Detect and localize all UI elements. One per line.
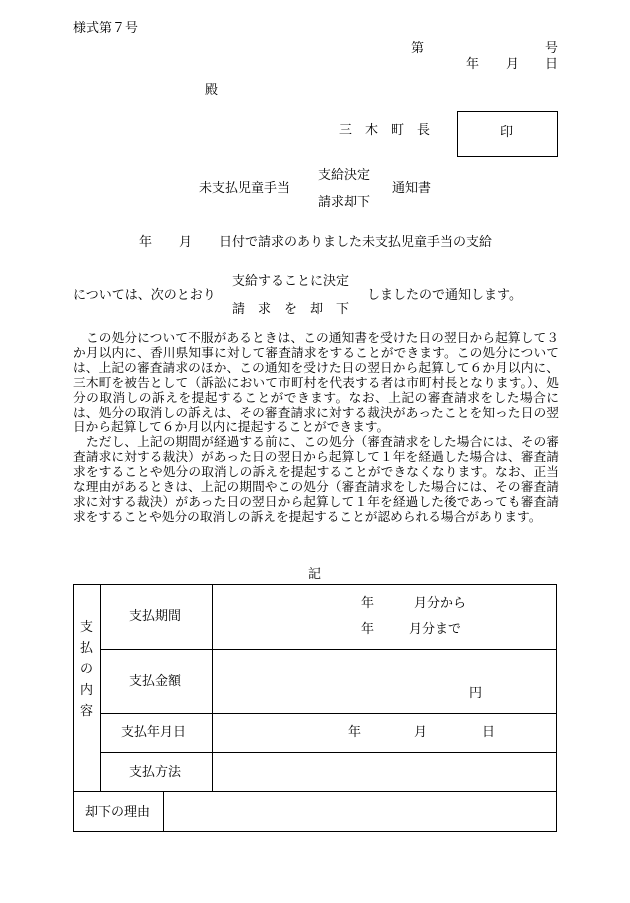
method-label: 支払方法 xyxy=(129,765,182,780)
period-to-year: 年 xyxy=(361,622,375,637)
seal-box xyxy=(457,111,558,157)
table-divider-reason xyxy=(163,791,164,832)
payment-date-day: 日 xyxy=(482,725,496,740)
title-suffix: 通知書 xyxy=(392,181,432,196)
table-row-divider-2 xyxy=(100,713,557,714)
date-year: 年 xyxy=(466,57,480,72)
table-row-divider-1 xyxy=(100,649,557,650)
intro-year: 年 xyxy=(139,235,153,250)
decision-prefix: については、次のとおり xyxy=(73,288,216,303)
group-label-char: 払 xyxy=(79,641,93,656)
period-label: 支払期間 xyxy=(129,609,182,624)
period-from-month: 月分から xyxy=(414,596,467,611)
date-label: 支払年月日 xyxy=(121,725,187,740)
amount-label: 支払金額 xyxy=(129,674,182,689)
decision-suffix: しましたので通知します。 xyxy=(367,288,522,303)
table-divider-group xyxy=(100,584,101,791)
amount-unit: 円 xyxy=(469,686,483,701)
group-label-char: 容 xyxy=(79,704,93,719)
table-border-top xyxy=(73,584,557,585)
table-row-divider-4 xyxy=(73,791,557,792)
form-number: 様式第７号 xyxy=(73,21,139,36)
document-number-prefix: 第 xyxy=(411,41,425,56)
decision-option-decide: 支給することに決定 xyxy=(232,274,350,289)
payment-date-month: 月 xyxy=(414,725,428,740)
payment-date-year: 年 xyxy=(348,725,362,740)
seal-label: 印 xyxy=(500,125,514,140)
intro-text: 日付で請求のありました未支払児童手当の支給 xyxy=(219,235,493,250)
period-from-year: 年 xyxy=(361,596,375,611)
date-month: 月 xyxy=(506,57,520,72)
title-option-decide: 支給決定 xyxy=(318,168,371,183)
addressee-suffix: 殿 xyxy=(205,83,219,98)
body-paragraph-2: ただし、上記の期間が経過する前に、この処分（審査請求をした場合には、その審査請求に対する裁決）があった日の翌日から起算して１年を経過した場合は、審査請求をすることや処分の取消しの訴えを提起することができなくなります。なお、正当な理由があるときは、上記の期間やこの処分（審査請求をした場合には、その審査請求に対する裁決）があった日の翌日から起算して１年を経過した後であっても審査請求をすることや処分の取消しの訴えを提起することが認められる場合があります。 xyxy=(73,434,559,524)
intro-month: 月 xyxy=(179,235,193,250)
table-divider-label xyxy=(212,584,213,791)
table-row-divider-3 xyxy=(100,752,557,753)
title-subject: 未支払児童手当 xyxy=(199,181,291,196)
table-border-bottom xyxy=(73,831,557,832)
document-number-suffix: 号 xyxy=(545,41,559,56)
title-option-reject: 請求却下 xyxy=(318,195,371,210)
group-label xyxy=(73,617,100,722)
group-label-char: 支 xyxy=(79,620,93,635)
group-label-char: 内 xyxy=(79,683,93,698)
note-heading: 記 xyxy=(308,567,322,582)
body-text xyxy=(73,331,559,525)
body-paragraph-1: この処分について不服があるときは、この通知書を受けた日の翌日から起算して３か月以内に、香川県知事に対して審査請求をすることができます。この処分については、上記の審査請求のほか、この通知を受けた日の翌日から起算して６か月以内に、三木町を被告として（訴訟において市町村を代表する者は市町村長となります。）、処分の取消しの訴えを提起することができます。なお、上記の審査請求をした場合には、処分の取消しの訴えは、その審査請求に対する裁決があったことを知った日の翌日から起算して６か月以内に提起することができます。 xyxy=(73,330,559,435)
group-label-char: の xyxy=(79,662,93,677)
decision-option-reject: 請 求 を 却 下 xyxy=(232,302,350,317)
reason-label: 却下の理由 xyxy=(85,805,151,820)
issuer: 三 木 町 長 xyxy=(339,123,431,138)
period-to-month: 月分まで xyxy=(409,622,462,637)
payment-table xyxy=(73,584,557,832)
table-border-right xyxy=(556,584,557,832)
date-day: 日 xyxy=(545,57,559,72)
